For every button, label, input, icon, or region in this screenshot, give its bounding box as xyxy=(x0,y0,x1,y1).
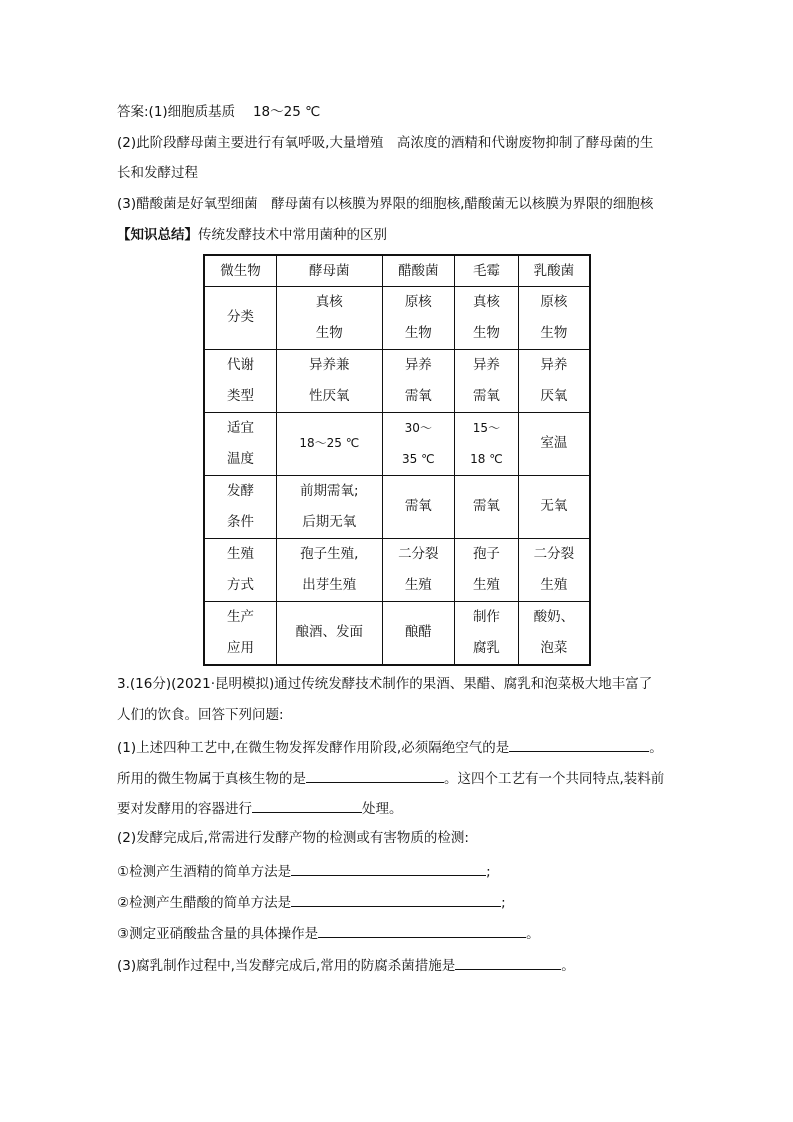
table-cell: 无氧 xyxy=(518,475,590,538)
knowledge-summary-heading xyxy=(117,226,387,244)
table-header-cell: 微生物 xyxy=(204,255,277,286)
answer-blank[interactable] xyxy=(291,861,486,876)
answer-line-1: 答案:(1)细胞质基质 18～25 ℃ xyxy=(117,104,321,120)
table-header-cell: 乳酸菌 xyxy=(518,255,590,286)
table-cell: 孢子 生殖 xyxy=(455,538,519,601)
row-label: 生殖 方式 xyxy=(204,538,277,601)
question-3-2a: ①检测产生酒精的简单方法是 ; xyxy=(117,861,491,881)
table-cell: 酸奶、 泡菜 xyxy=(518,601,590,665)
question-3-1a: (1)上述四种工艺中,在微生物发挥发酵作用阶段,必须隔绝空气的是 。 xyxy=(117,737,663,757)
table-cell: 原核 生物 xyxy=(518,286,590,349)
answer-blank[interactable] xyxy=(455,955,561,970)
answer-line-2: (2)此阶段酵母菌主要进行有氧呼吸,大量增殖 高浓度的酒精和代谢废物抑制了酵母菌的生 xyxy=(117,135,654,151)
answer-blank[interactable] xyxy=(306,768,444,783)
question-3-3: (3)腐乳制作过程中,当发酵完成后,常用的防腐杀菌措施是 。 xyxy=(117,955,575,975)
table-cell: 30～ 35 ℃ xyxy=(382,412,455,475)
table-cell: 孢子生殖, 出芽生殖 xyxy=(277,538,382,601)
answer-blank[interactable] xyxy=(509,737,649,752)
table-cell: 18～25 ℃ xyxy=(277,412,382,475)
table-cell: 二分裂 生殖 xyxy=(518,538,590,601)
table-cell: 异养 需氧 xyxy=(455,349,519,412)
table-row xyxy=(204,475,590,538)
table-row xyxy=(204,349,590,412)
row-label: 生产 应用 xyxy=(204,601,277,665)
table-header-cell: 酵母菌 xyxy=(277,255,382,286)
table-row xyxy=(204,538,590,601)
table-cell: 真核 生物 xyxy=(277,286,382,349)
answer-blank[interactable] xyxy=(252,798,362,813)
table-cell: 异养 厌氧 xyxy=(518,349,590,412)
row-label: 适宜 温度 xyxy=(204,412,277,475)
table-row xyxy=(204,412,590,475)
question-3-1b: 所用的微生物属于真核生物的是 。这四个工艺有一个共同特点,装料前 xyxy=(117,768,664,788)
table-cell: 二分裂 生殖 xyxy=(382,538,455,601)
table-cell: 真核 生物 xyxy=(455,286,519,349)
question-3-2b: ②检测产生醋酸的简单方法是 ; xyxy=(117,892,506,912)
table-header-row xyxy=(204,255,590,286)
question-3-2c: ③测定亚硝酸盐含量的具体操作是 。 xyxy=(117,923,540,943)
table-cell: 酿醋 xyxy=(382,601,455,665)
row-label: 分类 xyxy=(204,286,277,349)
table-cell: 需氧 xyxy=(382,475,455,538)
answer-blank[interactable] xyxy=(318,923,526,938)
table-cell: 原核 生物 xyxy=(382,286,455,349)
table-cell: 15～ 18 ℃ xyxy=(455,412,519,475)
table-header-cell: 毛霉 xyxy=(455,255,519,286)
row-label: 代谢 类型 xyxy=(204,349,277,412)
answer-line-3: 长和发酵过程 xyxy=(117,165,198,181)
answer-line-4: (3)醋酸菌是好氧型细菌 酵母菌有以核膜为界限的细胞核,醋酸菌无以核膜为界限的细胞核 xyxy=(117,196,654,212)
table-cell: 需氧 xyxy=(455,475,519,538)
question-3-1c: 要对发酵用的容器进行 处理。 xyxy=(117,798,403,818)
table-cell: 酿酒、发面 xyxy=(277,601,382,665)
summary-text: 传统发酵技术中常用菌种的区别 xyxy=(198,227,387,243)
summary-tag: 【知识总结】 xyxy=(117,227,198,243)
table-cell: 异养兼 性厌氧 xyxy=(277,349,382,412)
question-3-2: (2)发酵完成后,常需进行发酵产物的检测或有害物质的检测: xyxy=(117,830,469,846)
table-row xyxy=(204,601,590,665)
table-cell: 异养 需氧 xyxy=(382,349,455,412)
table-cell: 前期需氧; 后期无氧 xyxy=(277,475,382,538)
table-cell: 制作 腐乳 xyxy=(455,601,519,665)
table-row xyxy=(204,286,590,349)
question-3-intro-2: 人们的饮食。回答下列问题: xyxy=(117,707,284,723)
question-3-intro-1: 3.(16分)(2021·昆明模拟)通过传统发酵技术制作的果酒、果醋、腐乳和泡菜极大地丰富了 xyxy=(117,676,653,692)
table-cell: 室温 xyxy=(518,412,590,475)
microbe-comparison-table xyxy=(203,254,591,666)
table-header-cell: 醋酸菌 xyxy=(382,255,455,286)
row-label: 发酵 条件 xyxy=(204,475,277,538)
answer-blank[interactable] xyxy=(291,892,501,907)
